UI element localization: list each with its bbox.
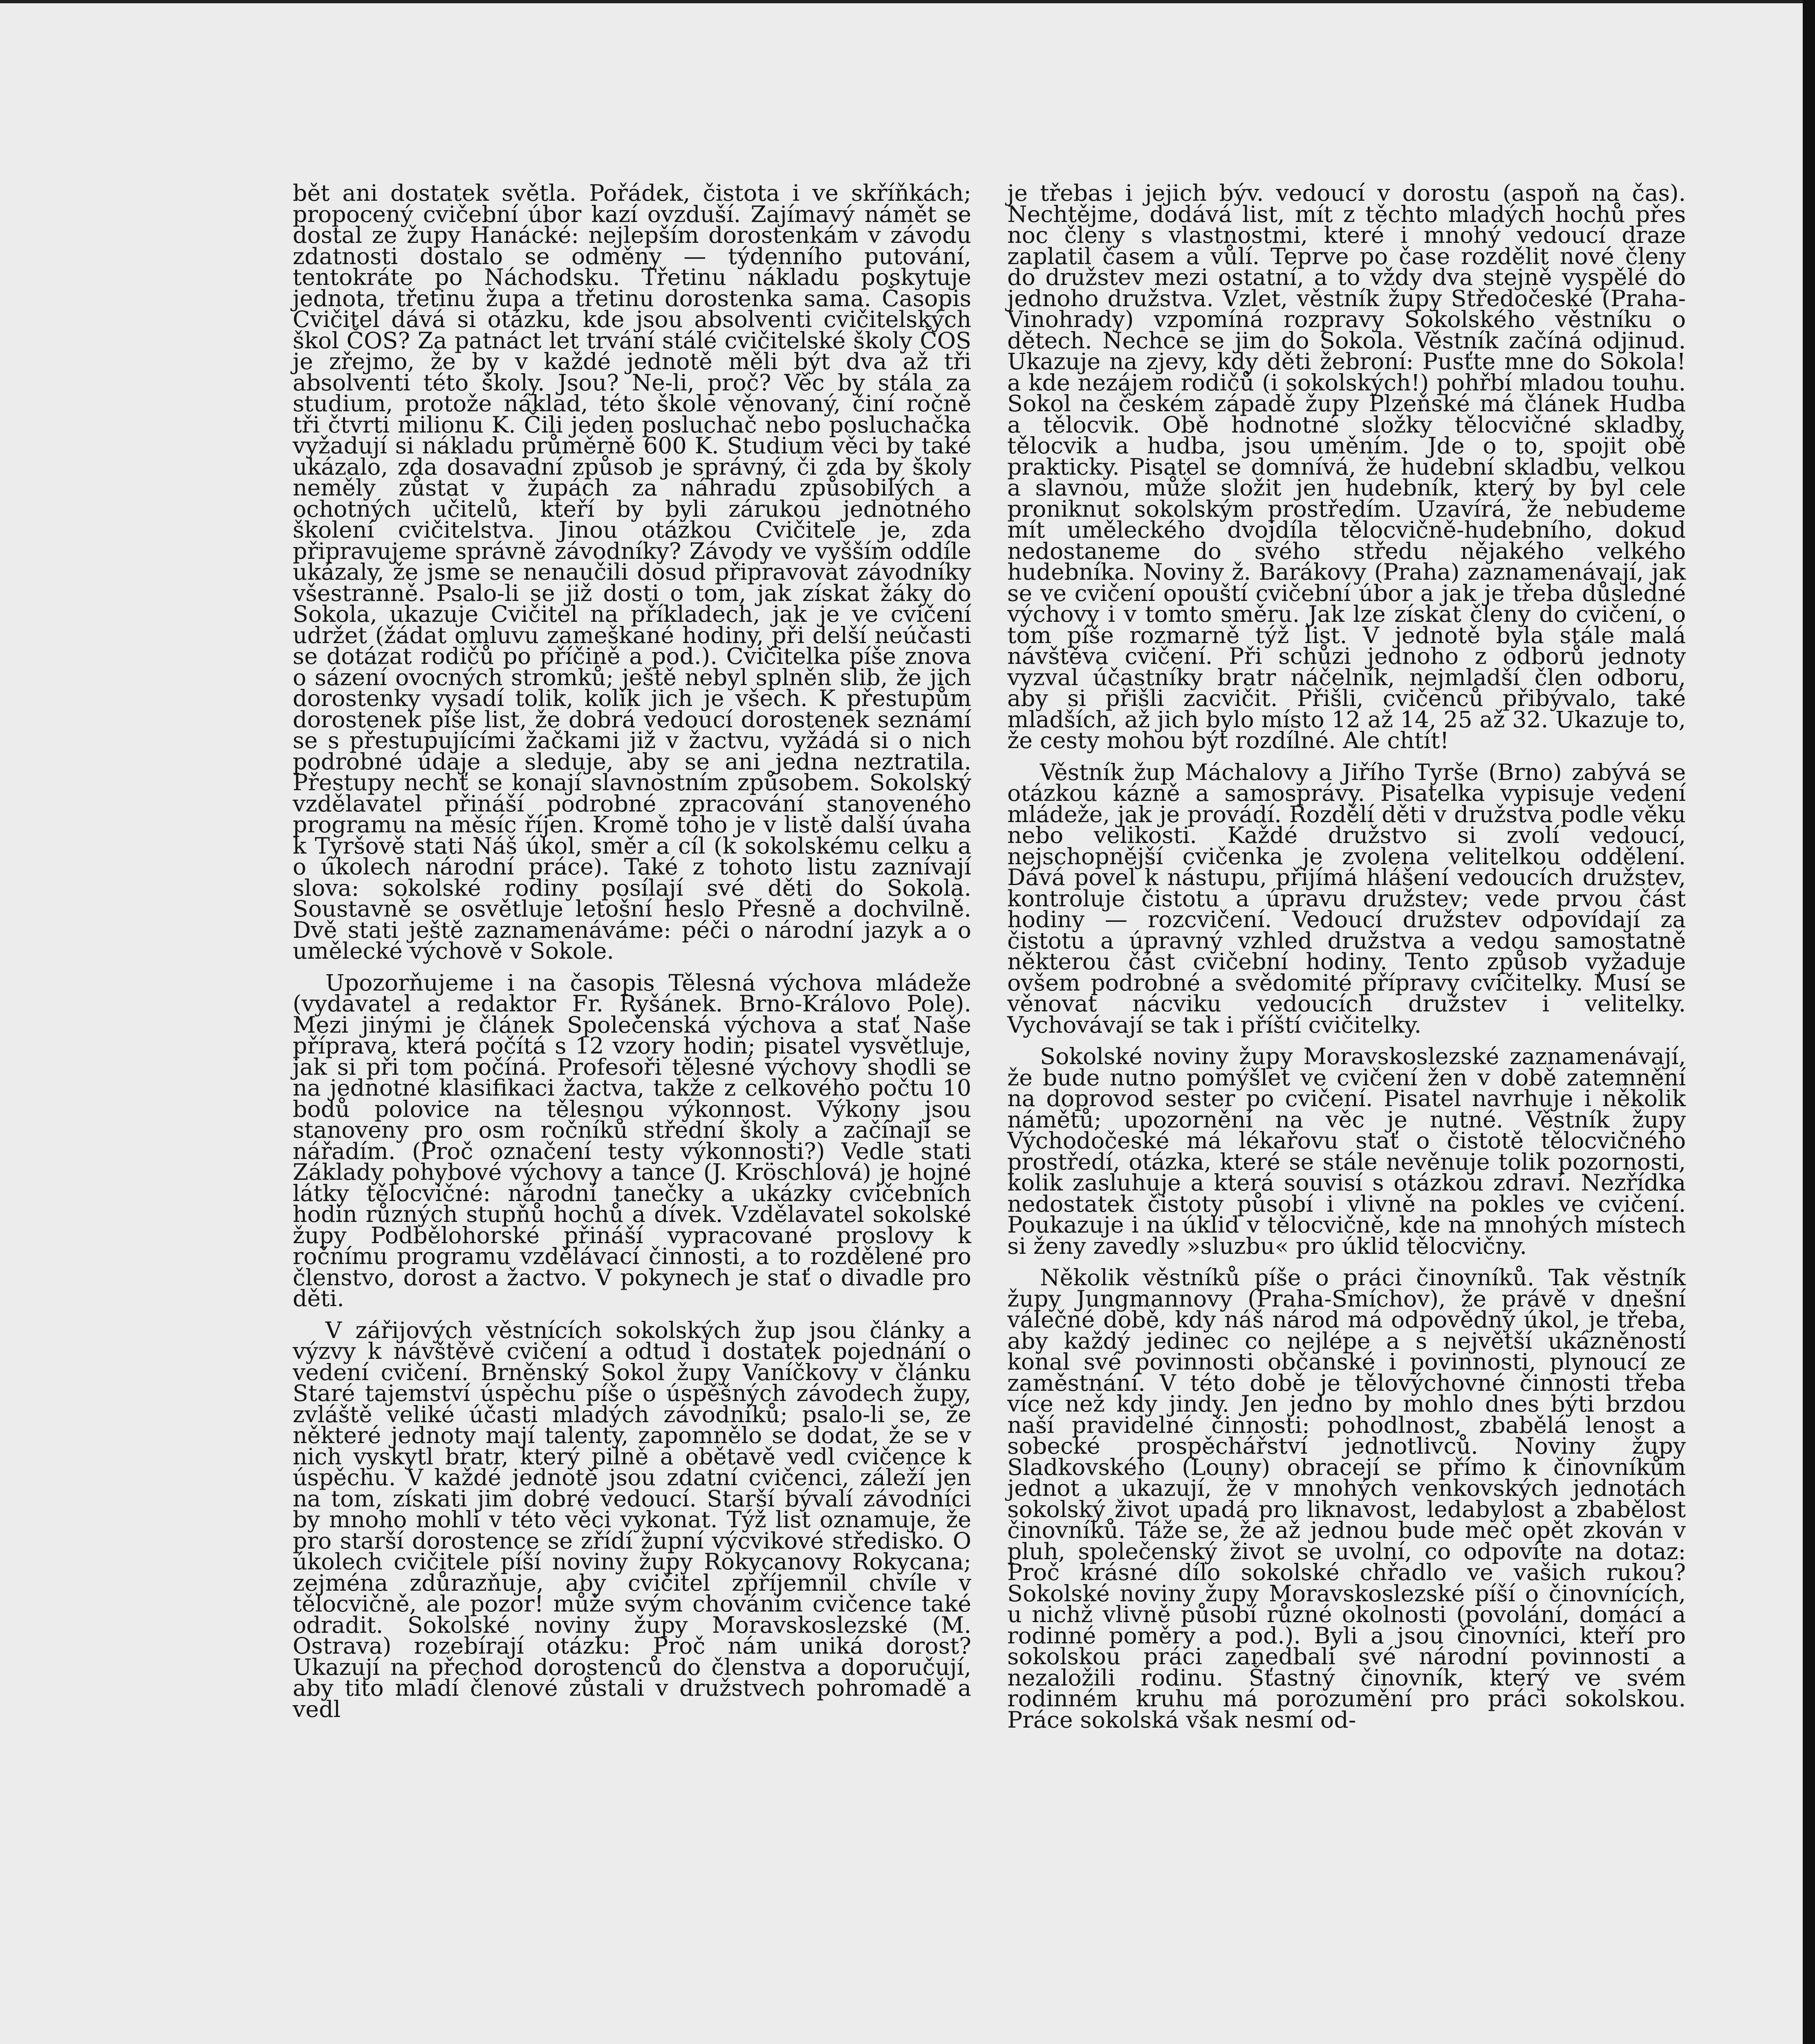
paragraph: V zářijových věstnících sokolských žup jsou články a výzvy k návštěvě cvičení a odtud i dostatek pojednání o vedení cvičení. Brněnský Sokol župy Vaníčkovy v článku Staré tajemství úspěchu píše o úspěšných závodech župy, zvláště veliké účasti mladých závodníků; psalo-li se, že některé jednoty mají talenty, zapomnělo se dodat, že se v nich vyskytl bratr, který pilně a obětavě vedl cvičence k úspěchu. V každé jednotě jsou zdatní cvičenci, záleží jen na tom, získati jim dobré vedoucí. Starší bývalí závodníci by mnoho mohli v této věci vykonat. Týž list oznamuje, že pro starší dorostence se zřídí župní výcvikové středisko. O úkolech cvičitele píší noviny župy Rokycanovy Rokycana; zejména zdůrazňuje, aby cvičitel zpříjemnil chvíle v tělocvičně, ale pozor! může svým chováním cvičence také odradit. Sokolské noviny župy Moravskoslezské (M. Ostrava) rozebírají otázku: Proč nám uniká dorost? Ukazují na přechod dorostenců do členstva a doporučují, aby tito mladí členové zůstali v družstvech pohromadě a vedl (293, 1317, 971, 1723)
paragraph: je třebas i jejich býv. vedoucí v dorostu (aspoň na čas). Nechtějme, dodává list, mít z těchto mladých hochů přes noc členy s vlastnostmi, které i mnohý vedoucí draze zaplatil časem a vůlí. Teprve po čase rozdělit nové členy do družstev mezi ostatní, a to vždy dva stejně vyspělé do jednoho družstva. Vzlet, věstník župy Středočeské (Praha-Vinohrady) vzpomíná rozpravy Sokolského věstníku o dětech. Nechce se jim do Sokola. Věstník začíná odjinud. Ukazuje na zjevy, kdy děti žebroní: Pusťte mne do Sokola! a kde nezájem rodičů (i sokolských!) pohřbí mladou touhu. Sokol na českém západě župy Plzeňské má článek Hudba a tělocvik. Obě hodnotné složky tělocvičné skladby, tělocvik a hudba, jsou uměním. Jde o to, spojit obě prakticky. Pisatel se domnívá, že hudební skladbu, velkou a slavnou, může složit jen hudebník, který by byl cele proniknut sokolským prostředím. Uzavírá, že nebudeme mít uměleckého dvojdíla tělocvičně-hudebního, dokud nedostaneme do svého středu nějakého velkého hudebníka. Noviny ž. Barákovy (Praha) zaznamenávají, jak se ve cvičení opouští cvičební úbor a jak je třeba důsledné výchovy i v tomto směru. Jak lze získat členy do cvičení, o tom píše rozmarně týž list. V jednotě byla stále malá návštěva cvičení. Při schůzi jednoho z odborů jednoty vyzval účastníky bratr náčelník, nejmladší člen odboru, aby si přišli zacvičit. Přišli, cvičenců přibývalo, také mladších, až jich bylo místo 12 až 14, 25 až 32. Ukazuje to, že cesty mohou být rozdílné. Ale chtít! (1007, 180, 1686, 754)
scan-border-right (1803, 0, 1815, 2044)
scan-border-top (0, 0, 1815, 3)
right-text-column (1007, 180, 1686, 1733)
paragraph: Sokolské noviny župy Moravskoslezské zaznamenávají, že bude nutno pomýšlet ve cvičení žen v době zatemnění na doprovod sester po cvičení. Pisatel navrhuje i několik námětů; upozornění na věc je nutné. Věstník župy Východočeské má lékařovu stať o čistotě tělocvičného prostředí, otázka, které se stále nevěnuje tolik pozornosti, kolik zasluhuje a která souvisí s otázkou zdraví. Nezřídka nedostatek čistoty působí i vlivně na pokles ve cvičení. Poukazuje i na úklid v tělocvičně, kde na mnohých místech si ženy zavedly »sluzbu« pro úklid tělocvičny. (1007, 1044, 1686, 1260)
paragraph: Upozorňujeme i na časopis Tělesná výchova mládeže (vydavatel a redaktor Fr. Ryšánek. Brno-Královo Pole). Mezi jinými je článek Společenská výchova a stať Naše příprava, která počítá s 12 vzory hodin; pisatel vysvětluje, jak si při tom počíná. Profesoři tělesné výchovy shodli se na jednotné klasifikaci žactva, takže z celkového počtu 10 bodů polovice na tělesnou výkonnost. Výkony jsou stanoveny pro osm ročníků střední školy a začínají se nářadím. (Proč označení testy výkonnosti?) Vedle stati Základy pohybové výchovy a tance (J. Kröschlová) je hojné látky tělocvičné: národní tanečky a ukázky cvičebních hodin různých stupňů hochů a dívek. Vzdělavatel sokolské župy Podbělohorské přináší vypracované proslovy k ročnímu programu vzdělávací činnosti, a to rozdělené pro členstvo, dorost a žactvo. V pokynech je stať o divadle pro děti. (293, 970, 971, 1312)
left-text-column (293, 180, 971, 1723)
paragraph: bět ani dostatek světla. Pořádek, čistota i ve skříňkách; propocený cvičební úbor kazí ovzduší. Zajímavý námět se dostal ze župy Hanácké: nejlepším dorostenkám v závodu zdatnosti dostalo se odměny — týdenního putování, tentokráte po Náchodsku. Třetinu nákladu poskytuje jednota, třetinu župa a třetinu dorostenka sama. Časopis Cvičitel dává si otázku, kde jsou absolventi cvičitelských škol ČOS? Za patnáct let trvání stálé cvičitelské školy ČOS je zřejmo, že by v každé jednotě měli být dva až tři absolventi této školy. Jsou? Ne-li, proč? Věc by stála za studium, protože náklad, této škole věnovaný, činí ročně tři čtvrti milionu K. Čili jeden posluchač nebo posluchačka vyžadují si nákladu průměrně 600 K. Studium věci by také ukázalo, zda dosavadní způsob je správný, či zda by školy neměly zůstat v župách za náhradu způsobilých a ochotných učitelů, kteří by byli zárukou jednotného školení cvičitelstva. Jinou otázkou Cvičitele je, zda připravujeme správně závodníky? Závody ve vyšším oddíle ukázaly, že jsme se nenaučili dosud připravovat závodníky všestranně. Psalo-li se již dosti o tom, jak získat žáky do Sokola, ukazuje Cvičitel na příkladech, jak je ve cvičení udržet (žádat omluvu zameškané hodiny, při delší neúčasti se dotázat rodičů po příčině a pod.). Cvičitelka píše znova o sázení ovocných stromků; ještě nebyl splněn slib, že jich dorostenky vysadí tolik, kolik jich je všech. K přestupům dorostenek píše list, že dobrá vedoucí dorostenek seznámí se s přestupujícími žačkami již v žactvu, vyžádá si o nich podrobné údaje a sleduje, aby se ani jedna neztratila. Přestupy nechť se konají slavnostním způsobem. Sokolský vzdělavatel přináší podrobné zpracování stanoveného programu na měsíc říjen. Kromě toho je v listě další úvaha k Tyršově stati Náš úkol, směr a cíl (k sokolskému celku a o úkolech národní práce). Také z tohoto listu zaznívají slova: sokolské rodiny posílají své děti do Sokola. Soustavně se osvětluje letošní heslo Přesně a dochvilně. Dvě stati ještě zaznamenáváme: péči o národní jazyk a o umělecké výchově v Sokole. (293, 180, 971, 964)
paragraph: Věstník žup Máchalovy a Jiřího Tyrše (Brno) zabývá se otázkou kázně a samosprávy. Pisatelka vypisuje vedení mládeže, jak je provádí. Rozdělí děti v družstva podle věku nebo velikosti. Každé družstvo si zvolí vedoucí, nejschopnější cvičenka je zvolena velitelkou oddělení. Dává povel k nástupu, přijímá hlášení vedoucích družstev, kontroluje čistotu a úpravu družstev; vede prvou část hodiny — rozcvičení. Vedoucí družstev odpovídají za čistotu a úpravný vzhled družstva a vedou samostatně některou část cvičební hodiny. Tento způsob vyžaduje ovšem podrobné a svědomité přípravy cvičitelky. Musí se věnovat nácviku vedoucích družstev i velitelky. Vychovávají se tak i příští cvičitelky. (1007, 759, 1686, 1038)
paragraph: Několik věstníků píše o práci činovníků. Tak věstník župy Jungmannovy (Praha-Smíchov), že právě v dnešní válečné době, kdy náš národ má odpovědný úkol, je třeba, aby každý jedinec co nejlépe a s největší ukázněností konal své povinnosti občanské i povinnosti, plynoucí ze zaměstnání. V této době je tělovýchovné činnosti třeba více než kdy jindy. Jen jedno by mohlo dnes býti brzdou naší pravidelné činnosti: pohodlnost, zbabělá lenost a sobecké prospěchářství jednotlivců. Noviny župy Sladkovského (Louny) obracejí se přímo k činovníkům jednot a ukazují, že v mnohých venkovských jednotách sokolský život upadá pro liknavost, ledabylost a zbabělost činovníků. Táže se, že až jednou bude meč opět zkován v pluh, společenský život se uvolní, co odpovíte na dotaz: Proč krásné dílo sokolské chřadlo ve vašich rukou? Sokolské noviny župy Moravskoslezské píší o činovnících, u nichž vlivně působí různé okolnosti (povolání, domácí a rodinné poměry a pod.). Byli a jsou činovníci, kteří pro sokolskou práci zanedbali své národní povinnosti a nezaložili rodinu. Šťastný činovník, který ve svém rodinném kruhu má porozumění pro práci sokolskou. Práce sokolská však nesmí od- (1007, 1265, 1686, 1733)
